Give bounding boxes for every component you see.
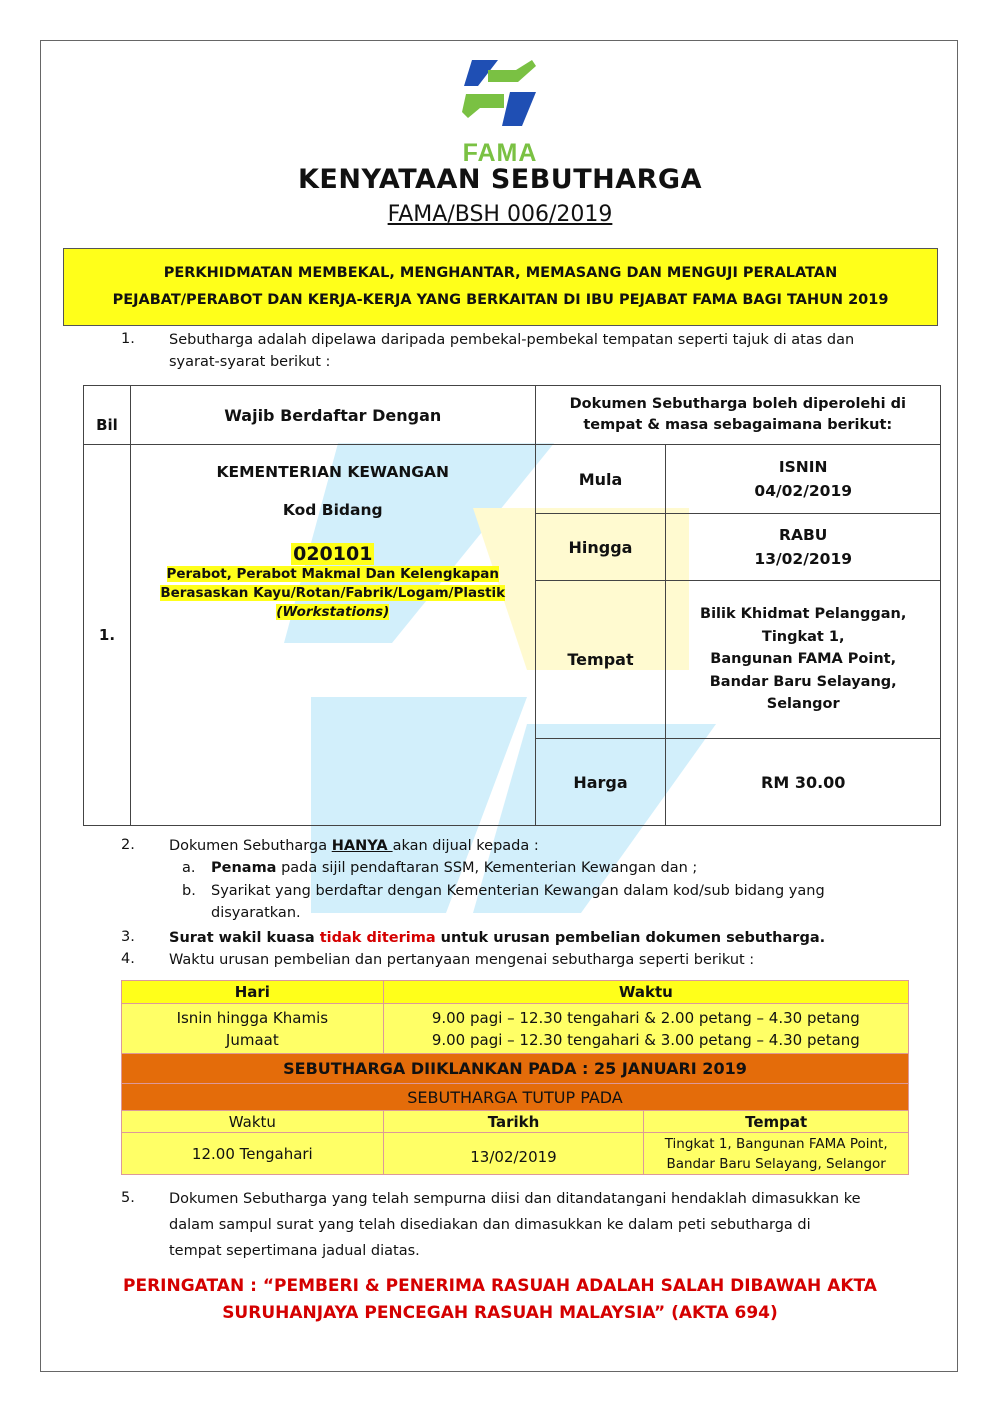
closing-place-line1: Tingkat 1, Bangunan FAMA Point, [664, 1135, 888, 1152]
para2-b-line1: Syarikat yang berdaftar dengan Kementerian Kewangan dalam kod/sub bidang yang [211, 883, 825, 899]
schedule-header-row [122, 981, 909, 1004]
logo-text: FAMA [462, 139, 538, 167]
para1-text [169, 329, 854, 373]
kod-desc-line2: Berasaskan Kayu/Rotan/Fabrik/Logam/Plastik [160, 585, 506, 601]
kod-desc-line3: (Workstations) [276, 604, 390, 620]
schedule-days [122, 1004, 384, 1054]
harga-label: Harga [535, 739, 666, 826]
closing-title: SEBUTHARGA TUTUP PADA [122, 1084, 909, 1111]
mula-label: Mula [535, 445, 666, 514]
para5-text [169, 1186, 861, 1264]
para4-text: Waktu urusan pembelian dan pertanyaan mengenai sebutharga seperti berikut : [169, 952, 755, 968]
header-wajib: Wajib Berdaftar Dengan [130, 386, 535, 445]
closing-place-line2: Bandar Baru Selayang, Selangor [666, 1155, 886, 1172]
closing-tempat-header: Tempat [644, 1111, 909, 1133]
mula-day: ISNIN [778, 458, 828, 476]
para5-line3: tempat sepertimana jadual diatas. [169, 1243, 420, 1259]
para2-b-text [211, 880, 825, 924]
advertised-row [122, 1054, 909, 1084]
harga-value: RM 30.00 [666, 739, 941, 826]
table-row [84, 445, 941, 514]
warning-line1: PERINGATAN : “PEMBERI & PENERIMA RASUAH ADALAH SALAH DIBAWAH AKTA [123, 1276, 877, 1296]
anti-corruption-warning [0, 1273, 1000, 1327]
para1-line1: Sebutharga adalah dipelawa daripada pembekal-pembekal tempatan seperti tajuk di atas dan [169, 332, 855, 348]
hingga-label: Hingga [535, 514, 666, 581]
hingga-value [666, 514, 941, 581]
para2-a-label: a. [182, 860, 196, 876]
closing-date: 13/02/2019 [383, 1133, 644, 1175]
table-header-row [84, 386, 941, 445]
kod-desc-line1: Perabot, Perabot Makmal Dan Kelengkapan [166, 566, 500, 582]
page-title: KENYATAAN SEBUTHARGA [298, 164, 702, 195]
para2-text [169, 835, 539, 857]
para5-line2: dalam sampul surat yang telah disediakan dan dimasukkan ke dalam peti sebutharga di [169, 1217, 811, 1233]
mula-value [666, 445, 941, 514]
para3-text [169, 927, 825, 949]
schedule-time1: 9.00 pagi – 12.30 tengahari & 2.00 petang – 4.30 petang [431, 1008, 860, 1027]
para2-a-rest: pada sijil pendaftaran SSM, Kementerian Kewangan dan ; [276, 860, 698, 876]
para3-after: untuk urusan pembelian dokumen sebutharga. [435, 930, 826, 946]
schedule-waktu-header: Waktu [383, 981, 908, 1004]
header-dokumen: Dokumen Sebutharga boleh diperolehi di tempat & masa sebagaimana berikut: [535, 386, 940, 445]
para2-a-bold: Penama [211, 860, 277, 876]
tempat-line: Bangunan FAMA Point, [710, 651, 897, 668]
para5-number: 5. [121, 1190, 135, 1206]
closing-header-row [122, 1111, 909, 1133]
schedule-time2: 9.00 pagi – 12.30 tengahari & 3.00 petang – 4.30 petang [431, 1030, 860, 1049]
para1-number: 1. [121, 331, 135, 347]
reference-number: FAMA/BSH 006/2019 [387, 202, 613, 227]
requirements-table [83, 385, 941, 826]
para2-number: 2. [121, 837, 135, 853]
para1-line2: syarat-syarat berikut : [169, 354, 331, 370]
tempat-label: Tempat [535, 581, 666, 739]
tempat-line: Bilik Khidmat Pelanggan, [700, 606, 907, 623]
closing-tarikh-header: Tarikh [383, 1111, 644, 1133]
para2-b-label: b. [182, 883, 196, 899]
para2-before: Dokumen Sebutharga [169, 838, 332, 854]
table-row [122, 1133, 909, 1175]
schedule-day1: Isnin hingga Khamis [176, 1008, 329, 1027]
advertised-date: SEBUTHARGA DIIKLANKAN PADA : 25 JANUARI 2019 [122, 1054, 909, 1084]
para5-line1: Dokumen Sebutharga yang telah sempurna diisi dan ditandatangani hendaklah dimasukkan ke [169, 1191, 861, 1207]
tempat-line: Selangor [766, 696, 840, 713]
hingga-day: RABU [779, 526, 828, 544]
closing-time: 12.00 Tengahari [122, 1133, 384, 1175]
mula-date: 04/02/2019 [754, 482, 853, 500]
fama-logo-icon [458, 56, 542, 136]
closing-place [644, 1133, 909, 1175]
closing-waktu-header: Waktu [122, 1111, 384, 1133]
hingga-date: 13/02/2019 [754, 550, 853, 568]
banner-line-2: PEJABAT/PERABOT DAN KERJA-KERJA YANG BERKAITAN DI IBU PEJABAT FAMA BAGI TAHUN 2019 [112, 292, 889, 308]
ministry-name: KEMENTERIAN KEWANGAN [216, 463, 449, 481]
header-bil: Bil [84, 386, 131, 445]
kod-bidang-label: Kod Bidang [282, 501, 383, 519]
fama-logo [458, 56, 542, 167]
schedule-times [383, 1004, 908, 1054]
tempat-value [666, 581, 941, 739]
project-banner [63, 248, 938, 326]
schedule-hari-header: Hari [122, 981, 384, 1004]
para2-emphasis: HANYA [331, 838, 393, 854]
para3-before: Surat wakil kuasa [169, 930, 320, 946]
schedule-table [121, 980, 909, 1175]
schedule-day2: Jumaat [225, 1030, 279, 1049]
tempat-line: Bandar Baru Selayang, [709, 673, 897, 690]
para3-red: tidak diterima [319, 930, 436, 946]
para3-number: 3. [121, 929, 135, 945]
para2-a-text [211, 857, 697, 879]
registration-cell [130, 445, 535, 826]
para2-after: akan dijual kepada : [392, 838, 539, 854]
kod-bidang-code: 020101 [293, 543, 373, 565]
warning-line2: SURUHANJAYA PENCEGAH RASUAH MALAYSIA” (AKTA 694) [222, 1303, 778, 1323]
row-bil: 1. [84, 445, 131, 826]
tempat-line: Tingkat 1, [761, 628, 845, 645]
closing-row [122, 1084, 909, 1111]
para2-b-line2: disyaratkan. [211, 905, 301, 921]
table-row [122, 1004, 909, 1054]
banner-line-1: PERKHIDMATAN MEMBEKAL, MENGHANTAR, MEMASANG DAN MENGUJI PERALATAN [163, 265, 838, 281]
para4-number: 4. [121, 951, 135, 967]
